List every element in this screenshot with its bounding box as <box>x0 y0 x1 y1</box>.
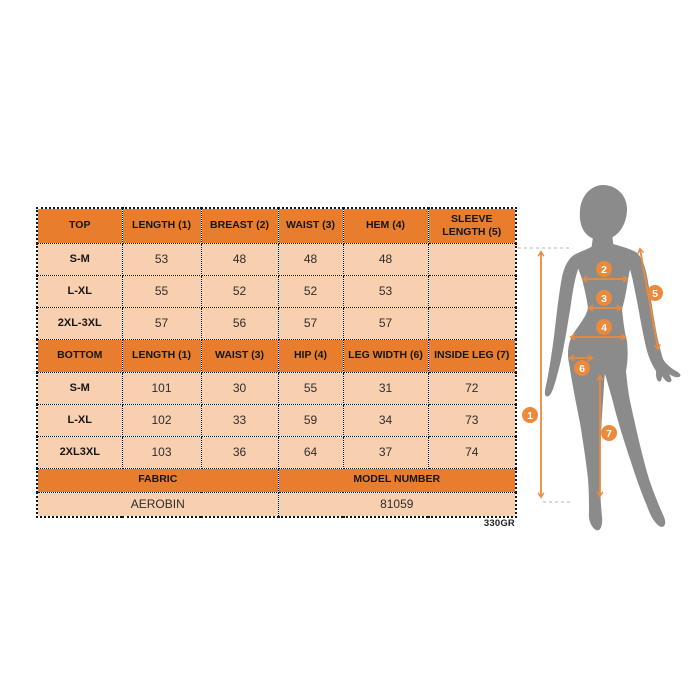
value-cell: 30 <box>201 372 278 404</box>
marker-4 <box>596 319 612 335</box>
marker-6 <box>574 360 590 376</box>
marker-3 <box>596 290 612 306</box>
value-cell: 64 <box>278 436 343 468</box>
value-cell: 101 <box>122 372 201 404</box>
female-silhouette <box>545 185 681 530</box>
top-header-label: TOP <box>37 208 122 243</box>
bottom-header-row <box>37 339 516 372</box>
fabric-value: AEROBIN <box>37 492 278 517</box>
value-cell: 48 <box>201 243 278 275</box>
size-cell: S-M <box>37 372 122 404</box>
meta-header-row <box>37 468 516 492</box>
marker-5 <box>647 285 663 301</box>
top-header-breast: BREAST (2) <box>201 208 278 243</box>
model-number-value: 81059 <box>278 492 516 517</box>
value-cell: 53 <box>122 243 201 275</box>
bottom-header-label: BOTTOM <box>37 339 122 372</box>
value-cell: 59 <box>278 404 343 436</box>
table-row <box>37 243 516 275</box>
meta-value-row <box>37 492 516 517</box>
value-cell-empty <box>428 307 516 339</box>
marker-4-number: 4 <box>601 322 607 334</box>
size-cell: S-M <box>37 243 122 275</box>
fabric-weight-note: 330GR <box>483 518 515 529</box>
value-cell: 73 <box>428 404 516 436</box>
value-cell-empty <box>428 275 516 307</box>
marker-2-number: 2 <box>601 264 607 276</box>
bottom-header-leg-width: LEG WIDTH (6) <box>343 339 428 372</box>
marker-2 <box>596 261 612 277</box>
size-cell: L-XL <box>37 404 122 436</box>
marker-6-number: 6 <box>579 363 585 375</box>
top-header-row <box>37 208 516 243</box>
marker-7-number: 7 <box>606 428 612 440</box>
marker-1 <box>522 407 538 423</box>
table-row <box>37 404 516 436</box>
value-cell: 56 <box>201 307 278 339</box>
table-row <box>37 372 516 404</box>
value-cell: 57 <box>122 307 201 339</box>
bottom-header-waist: WAIST (3) <box>201 339 278 372</box>
size-chart-table <box>36 207 517 518</box>
value-cell: 48 <box>278 243 343 275</box>
top-header-length: LENGTH (1) <box>122 208 201 243</box>
value-cell: 48 <box>343 243 428 275</box>
model-number-header: MODEL NUMBER <box>278 468 516 492</box>
body-silhouette-diagram <box>515 165 700 540</box>
silhouette-right-arm <box>627 252 680 382</box>
value-cell: 34 <box>343 404 428 436</box>
fabric-header: FABRIC <box>37 468 278 492</box>
top-header-waist: WAIST (3) <box>278 208 343 243</box>
value-cell: 102 <box>122 404 201 436</box>
value-cell-empty <box>428 243 516 275</box>
size-cell: 2XL3XL <box>37 436 122 468</box>
value-cell: 37 <box>343 436 428 468</box>
value-cell: 52 <box>278 275 343 307</box>
table-row <box>37 436 516 468</box>
bottom-header-length: LENGTH (1) <box>122 339 201 372</box>
value-cell: 57 <box>278 307 343 339</box>
value-cell: 36 <box>201 436 278 468</box>
size-cell: 2XL-3XL <box>37 307 122 339</box>
measurement-figure <box>515 165 700 540</box>
table-row <box>37 307 516 339</box>
value-cell: 33 <box>201 404 278 436</box>
marker-1-number: 1 <box>527 410 533 422</box>
value-cell: 52 <box>201 275 278 307</box>
value-cell: 53 <box>343 275 428 307</box>
marker-3-number: 3 <box>601 293 607 305</box>
size-cell: L-XL <box>37 275 122 307</box>
value-cell: 103 <box>122 436 201 468</box>
value-cell: 72 <box>428 372 516 404</box>
marker-5-number: 5 <box>652 288 658 300</box>
marker-7 <box>601 425 617 441</box>
value-cell: 55 <box>122 275 201 307</box>
value-cell: 57 <box>343 307 428 339</box>
value-cell: 55 <box>278 372 343 404</box>
bottom-header-hip: HIP (4) <box>278 339 343 372</box>
top-header-hem: HEM (4) <box>343 208 428 243</box>
bottom-header-inside-leg: INSIDE LEG (7) <box>428 339 516 372</box>
table-row <box>37 275 516 307</box>
top-header-sleeve-length: SLEEVE LENGTH (5) <box>428 208 516 243</box>
value-cell: 31 <box>343 372 428 404</box>
value-cell: 74 <box>428 436 516 468</box>
